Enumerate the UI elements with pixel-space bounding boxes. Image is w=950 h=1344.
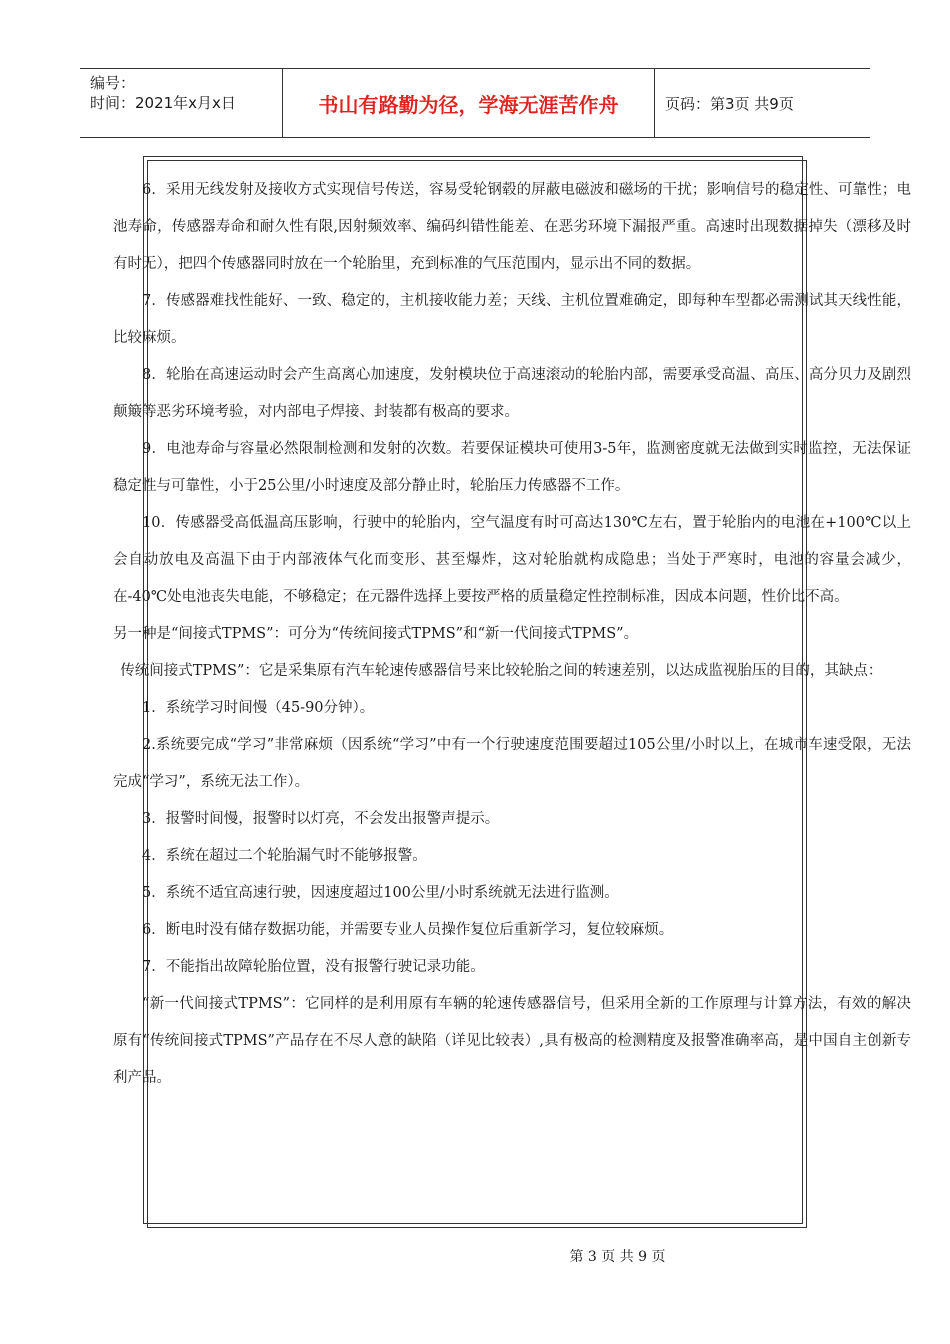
paragraph: 2.系统要完成“学习”非常麻烦（因系统“学习”中有一个行驶速度范围要超过105公里/小时以上，在城市车速受限，无法完成“学习”，系统无法工作）。 xyxy=(113,737,911,790)
header-meta xyxy=(80,69,283,137)
header-motto: 书山有路勤为径，学海无涯苦作舟 xyxy=(283,69,655,137)
page-footer xyxy=(0,1246,950,1266)
paragraph: 1．系统学习时间慢（45-90分钟）。 xyxy=(142,700,375,716)
paragraph: 7．不能指出故障轮胎位置，没有报警行驶记录功能。 xyxy=(142,959,485,975)
header-page-label: 页码：第3页 共9页 xyxy=(665,94,794,113)
document-number-label: 编号： xyxy=(90,74,136,92)
paragraph: 10．传感器受高低温高压影响，行驶中的轮胎内，空气温度有时可高达130℃左右，置于轮胎内的电池在+100℃以上会自动放电及高温下由于内部液体气化而变形、甚至爆炸，这对轮胎就构成隐患；当处于严寒时，电池的容量会减少，在-40℃处电池丧失电能，不够稳定；在元器件选择上要按严格的质量稳定性控制标准，因成本问题，性价比不高。 xyxy=(113,515,911,605)
paragraph: 9．电池寿命与容量必然限制检测和发射的次数。若要保证模块可使用3-5年，监测密度就无法做到实时监控，无法保证稳定性与可靠性，小于25公里/小时速度及部分静止时，轮胎压力传感器不工作。 xyxy=(113,441,911,494)
paragraph: “新一代间接式TPMS”：它同样的是利用原有车辆的轮速传感器信号，但采用全新的工作原理与计算方法，有效的解决原有“传统间接式TPMS”产品存在不尽人意的缺陷（详见比较表）,具有极高的检测精度及报警准确率高，是中国自主创新专利产品。 xyxy=(113,996,911,1086)
paragraph: 6．断电时没有储存数据功能，并需要专业人员操作复位后重新学习，复位较麻烦。 xyxy=(142,922,674,938)
document-date-label: 时间：2021年x月x日 xyxy=(90,94,236,112)
paragraph: 7．传感器难找性能好、一致、稳定的，主机接收能力差；天线、主机位置难确定，即每种车型都必需测试其天线性能，比较麻烦。 xyxy=(113,293,911,346)
paragraph: 另一种是“间接式TPMS”：可分为“传统间接式TPMS”和“新一代间接式TPMS”。 xyxy=(113,626,639,642)
document-body xyxy=(113,172,911,1097)
paragraph: 8．轮胎在高速运动时会产生高离心加速度，发射模块位于高速滚动的轮胎内部，需要承受高温、高压、高分贝力及剧烈颠簸等恶劣环境考验，对内部电子焊接、封装都有极高的要求。 xyxy=(113,367,911,420)
paragraph: 4．系统在超过二个轮胎漏气时不能够报警。 xyxy=(142,848,427,864)
footer-page-number: 第 3 页 共 9 页 xyxy=(569,1249,666,1265)
paragraph: 6．采用无线发射及接收方式实现信号传送，容易受轮钢毂的屏蔽电磁波和磁场的干扰；影响信号的稳定性、可靠性；电池寿命，传感器寿命和耐久性有限,因射频效率、编码纠错性能差、在恶劣环境下漏报严重。高速时出现数据掉失（漂移及时有时无），把四个传感器同时放在一个轮胎里，充到标准的气压范围内，显示出不同的数据。 xyxy=(113,182,911,272)
paragraph: 传统间接式TPMS”：它是采集原有汽车轮速传感器信号来比较轮胎之间的转速差别，以达成监视胎压的目的，其缺点： xyxy=(120,663,883,679)
paragraph: 3．报警时间慢，报警时以灯亮，不会发出报警声提示。 xyxy=(142,811,500,827)
paragraph: 5．系统不适宜高速行驶，因速度超过100公里/小时系统就无法进行监测。 xyxy=(142,885,619,901)
header-table xyxy=(80,68,870,138)
